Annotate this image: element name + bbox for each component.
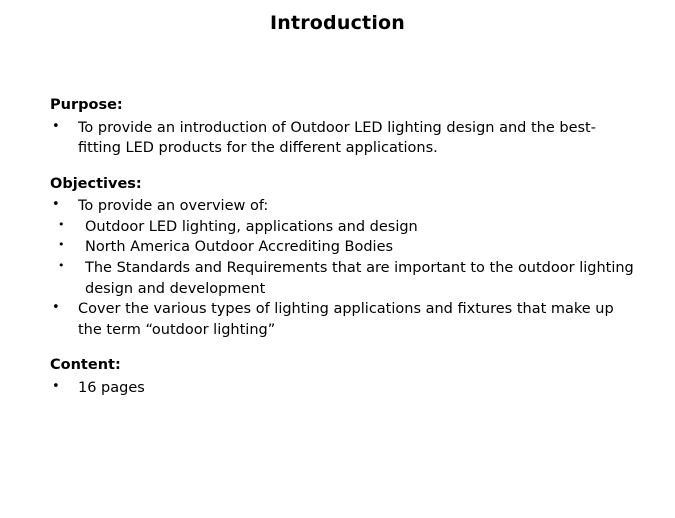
list-item-label: North America Outdoor Accrediting Bodies: [85, 239, 394, 256]
list-item: [50, 196, 636, 217]
slide: [0, 12, 675, 518]
page-title: Introduction: [269, 12, 406, 34]
bullet-list: [50, 378, 636, 399]
section-spacer: [50, 159, 636, 175]
list-item-label: Outdoor LED lighting, applications and design: [85, 218, 418, 235]
section-purpose: [50, 96, 636, 159]
list-item-label: To provide an overview of:: [78, 198, 269, 215]
bullet-icon: •: [52, 378, 60, 394]
section-heading: Objectives:: [50, 175, 142, 192]
list-item: [50, 217, 636, 238]
list-item: [50, 378, 636, 399]
section-heading: Purpose:: [50, 97, 123, 113]
sub-bullet-list: [50, 217, 636, 299]
section-heading: Content:: [50, 357, 121, 374]
section-content: [50, 356, 636, 398]
bullet-list: [50, 196, 636, 340]
list-item: [50, 258, 636, 299]
list-item-label: To provide an introduction of Outdoor LED lighting design and the best-fitting LED products for the different applications.: [78, 119, 596, 157]
section-objectives: [50, 175, 636, 341]
bullet-list: [50, 118, 636, 159]
list-item: [50, 118, 636, 159]
bullet-icon: •: [52, 197, 60, 213]
bullet-icon: •: [52, 118, 60, 134]
bullet-icon: •: [58, 217, 65, 231]
bullet-icon: •: [52, 300, 60, 316]
list-item-label: Cover the various types of lighting applications and fixtures that make up the term “outdoor lighting”: [78, 301, 614, 338]
list-item: [50, 299, 636, 340]
list-item-label: The Standards and Requirements that are important to the outdoor lighting design and development: [85, 260, 634, 297]
list-item: [50, 237, 636, 258]
slide-body: [50, 96, 636, 398]
list-item-label: 16 pages: [78, 379, 145, 396]
bullet-icon: •: [58, 259, 65, 273]
section-spacer: [50, 340, 636, 356]
bullet-icon: •: [58, 238, 65, 252]
